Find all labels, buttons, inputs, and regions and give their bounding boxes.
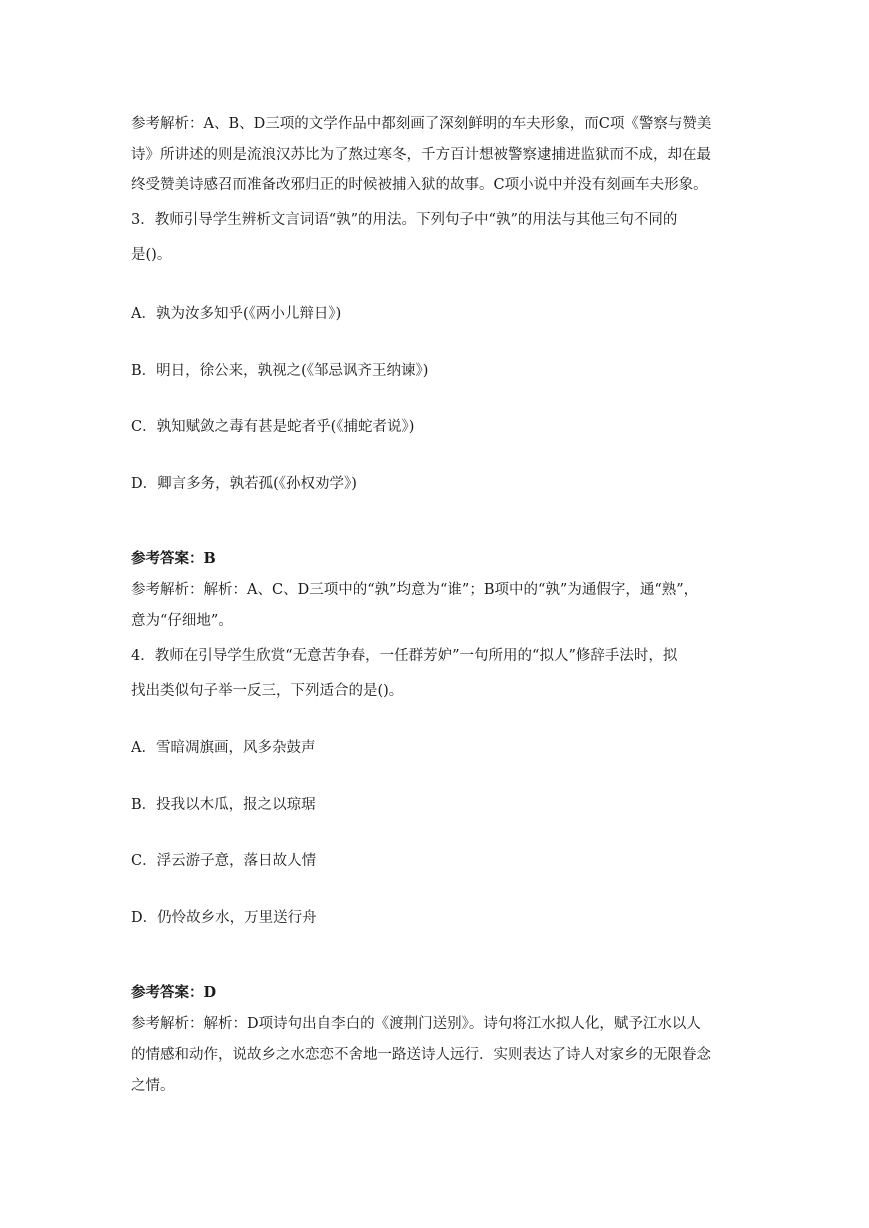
q4-stem-line-1: 4．教师在引导学生欣赏“无意苦争春，一任群芳妒”一句所用的“拟人”修辞手法时，拟	[131, 648, 678, 664]
q4-answer: 参考答案：D	[131, 984, 217, 1001]
q4-option-b: B．投我以木瓜，报之以琼琚	[131, 797, 316, 813]
q2-analysis-line-3: 终受赞美诗感召而准备改邪归正的时候被捕入狱的故事。C项小说中并没有刻画车夫形象。	[131, 177, 708, 193]
q3-option-c: C．孰知赋敛之毒有甚是蛇者乎(《捕蛇者说》)	[131, 419, 415, 435]
q3-stem-line-1: 3．教师引导学生辨析文言词语“孰”的用法。下列句子中“孰”的用法与其他三句不同的	[131, 212, 678, 228]
q2-analysis-line-1: 参考解析：A、B、D三项的文学作品中都刻画了深刻鲜明的车夫形象，而C项《警察与赞美	[131, 116, 712, 132]
q4-option-a: A．雪暗凋旗画，风多杂鼓声	[131, 740, 316, 756]
q3-option-a: A．孰为汝多知乎(《两小儿辩日》)	[131, 306, 342, 322]
q3-option-b: B．明日，徐公来，孰视之(《邹忌讽齐王纳谏》)	[131, 363, 429, 379]
q4-stem-line-2: 找出类似句子举一反三，下列适合的是()。	[131, 683, 404, 699]
q4-option-c: C．浮云游子意，落日故人情	[131, 853, 317, 869]
q3-answer: 参考答案：B	[131, 550, 216, 567]
q2-analysis-line-2: 诗》所讲述的则是流浪汉苏比为了熬过寒冬，千方百计想被警察逮捕进监狱而不成，却在最	[131, 147, 711, 163]
q4-analysis-line-1: 参考解析：解析：D项诗句出自李白的《渡荆门送别》。诗句将江水拟人化，赋予江水以人	[131, 1016, 701, 1032]
q3-option-d: D．卿言多务，孰若孤(《孙权劝学》)	[131, 476, 357, 492]
q3-analysis-line-1: 参考解析：解析：A、C、D三项中的“孰”均意为“谁”；B项中的“孰”为通假字，通“熟”，	[131, 582, 699, 598]
q3-analysis-line-2: 意为“仔细地”。	[131, 613, 233, 629]
q4-option-d: D．仍怜故乡水，万里送行舟	[131, 910, 317, 926]
q3-stem-line-2: 是()。	[131, 247, 172, 263]
q4-analysis-line-2: 的情感和动作，说故乡之水恋恋不舍地一路送诗人远行．实则表达了诗人对家乡的无限眷念	[131, 1047, 711, 1063]
q4-analysis-line-3: 之情。	[131, 1078, 175, 1094]
